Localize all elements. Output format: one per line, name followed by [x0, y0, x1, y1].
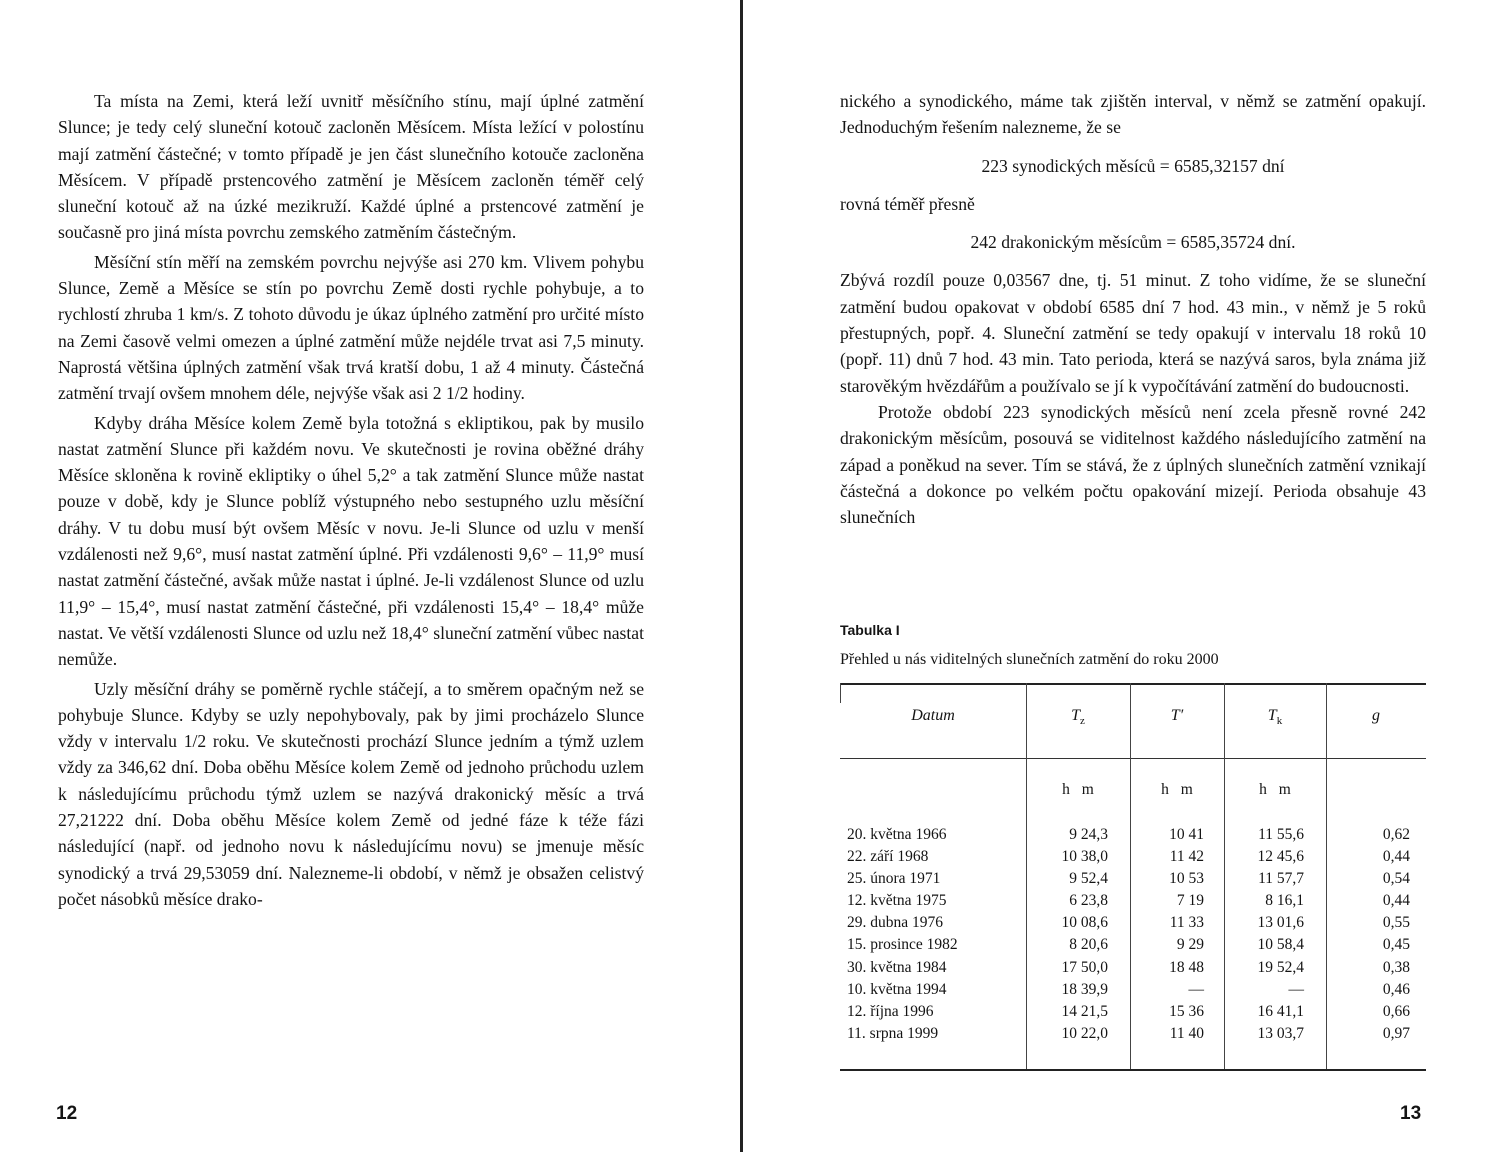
cell-date: 12. května 1975 — [847, 892, 947, 910]
table-row — [840, 957, 1426, 979]
cell-tk: 11 57,7 — [1258, 870, 1304, 888]
cell-t-prime: 10 41 — [1169, 826, 1204, 843]
right-page-body — [840, 88, 1426, 530]
header-t-prime: T′ — [1170, 707, 1184, 724]
cell-g: 0,44 — [1382, 892, 1410, 910]
cell-t-prime: 10 53 — [1169, 870, 1204, 888]
cell-tk: 8 16,1 — [1265, 892, 1304, 910]
cell-tz: 6 23,8 — [1069, 892, 1108, 910]
paragraph: Uzly měsíční dráhy se poměrně rychle stáčejí, a to směrem opačným než se pohybuje Slunce. Kdyby se uzly nepohybovaly, pak by jimi procházelo Slunce vždy v intervalu 1/2 roku. Ve skutečnosti prochází Slunce jedním a týmž uzlem vždy za 346,62 dní. Doba oběhu Měsíce kolem Země od jednoho průchodu uzlem k následujícímu průchodu týmž uzlem se nazývá drakonický měsíc a trvá 27,21222 dní. Doba oběhu Měsíce kolem Země od jedné fáze k téže fázi následující (např. od jednoho novu k následujícímu novu) se jmenuje měsíc synodický a trvá 29,53059 dní. Nalezneme-li období, v němž je obsažen celistvý počet násobků měsíce drako- — [58, 678, 644, 909]
cell-g: 0,97 — [1382, 1024, 1410, 1042]
paragraph: Ta místa na Zemi, která leží uvnitř měsíčního stínu, mají úplné zatmění Slunce; je tedy celý sluneční kotouč zacloněn Měsícem. Místa ležící v polostínu mají zatmění částečné; v tomto případě je jen část slunečního kotouče zacloněna Měsícem. V případě prstencového zatmění je Měsícem zacloněn téměř celý sluneční kotouč až na úzké mezikruží. Každé úplné a prstencové zatmění je současně pro jiná místa povrchu zemského zatměním částečným. — [58, 91, 644, 243]
table-row — [840, 824, 1426, 846]
table-row — [840, 868, 1426, 890]
left-page-body — [58, 88, 644, 912]
cell-date: 10. května 1994 — [847, 980, 947, 998]
header-g: g — [1372, 707, 1380, 724]
formula: 242 drakonickým měsícům = 6585,35724 dní. — [970, 232, 1296, 253]
cell-tz: 14 21,5 — [1061, 1002, 1108, 1020]
cell-t-prime: 11 42 — [1169, 848, 1204, 866]
cell-t-prime: — — [1188, 980, 1204, 998]
cell-g: 0,66 — [1382, 1002, 1410, 1020]
formula: 223 synodických měsíců = 6585,32157 dní — [981, 155, 1285, 176]
header-tk: $T_k$ — [1267, 707, 1283, 728]
cell-tz: 18 39,9 — [1061, 980, 1108, 998]
header-tz: $T_z$ — [1071, 707, 1085, 728]
cell-date: 12. října 1996 — [847, 1002, 934, 1020]
table-top-rule — [840, 683, 1426, 685]
cell-tz: 17 50,0 — [1061, 958, 1108, 976]
left-page — [0, 0, 745, 1152]
unit-label: h m — [1259, 781, 1291, 798]
table-head-rule — [840, 758, 1426, 759]
right-page — [748, 0, 1506, 1152]
table-row — [840, 1023, 1426, 1045]
cell-tk: 13 01,6 — [1257, 914, 1304, 932]
table-row — [840, 846, 1426, 868]
table-rows — [840, 824, 1426, 1045]
page-number: 12 — [56, 1103, 78, 1124]
cell-g: 0,54 — [1382, 870, 1410, 888]
book-gutter — [740, 0, 743, 1152]
cell-tz: 8 20,6 — [1069, 936, 1108, 954]
cell-g: 0,62 — [1382, 826, 1410, 843]
paragraph: Zbývá rozdíl pouze 0,03567 dne, tj. 51 minut. Z toho vidíme, že se sluneční zatmění budou opakovat v období 6585 dní 7 hod. 43 min., v němž je 5 roků přestupných, popř. 4. Sluneční zatmění se tedy opakují v intervalu 18 roků 10 (popř. 11) dnů 7 hod. 43 min. Tato perioda, která se nazývá saros, byla známa již starověkým hvězdářům a používalo se jí k vypočítávání zatmění do budoucnosti. — [840, 270, 1426, 396]
paragraph: nického a synodického, máme tak zjištěn interval, v němž se zatmění opakují. Jednoduchým řešením nalezneme, že se — [840, 91, 1426, 138]
cell-g: 0,38 — [1382, 958, 1410, 976]
table-bottom-rule — [840, 1069, 1426, 1071]
table-row — [840, 1001, 1426, 1023]
cell-date: 20. května 1966 — [847, 826, 947, 843]
unit-label: h m — [1062, 781, 1094, 798]
cell-t-prime: 7 19 — [1176, 892, 1204, 910]
cell-t-prime: 11 40 — [1169, 1024, 1204, 1042]
cell-t-prime: 15 36 — [1169, 1002, 1204, 1020]
paragraph: Protože období 223 synodických měsíců není zcela přesně rovné 242 drakonickým měsícům, posouvá se viditelnost každého následujícího zatmění na západ a poněkud na sever. Tím se stává, že z úplných slunečních zatmění vznikají částečná a dokonce po velkém počtu opakování mizejí. Perioda obsahuje 43 slunečních — [840, 401, 1426, 528]
cell-t-prime: 18 48 — [1169, 958, 1204, 976]
table-caption: Přehled u nás viditelných slunečních zatmění do roku 2000 — [840, 651, 1219, 668]
table-row — [840, 912, 1426, 934]
table-label: Tabulka I — [840, 622, 900, 638]
cell-g: 0,44 — [1382, 848, 1410, 866]
cell-tk: 12 45,6 — [1257, 848, 1304, 866]
paragraph: Měsíční stín měří na zemském povrchu nejvýše asi 270 km. Vlivem pohybu Slunce, Země a Měsíce se stín po povrchu Země dosti rychle pohybuje, a to rychlostí zhruba 1 km/s. Z tohoto důvodu je úkaz úplného zatmění pro určité místo na Zemi časově velmi omezen a úplné zatmění může nejdéle trvat asi 7,5 minuty. Naprostá většina úplných zatmění však trvá kratší dobu, 1 až 4 minuty. Částečná zatmění trvají ovšem mnohem déle, nejvýše však asi 2 1/2 hodiny. — [58, 251, 644, 404]
cell-tk: 19 52,4 — [1257, 958, 1304, 976]
cell-g: 0,55 — [1382, 914, 1410, 932]
table-row — [840, 934, 1426, 956]
paragraph: Kdyby dráha Měsíce kolem Země byla totožná s ekliptikou, pak by musilo nastat zatmění Slunce při každém novu. Ve skutečnosti je rovina oběžné dráhy Měsíce skloněna k rovině ekliptiky o úhel 5,2° a tak zatmění Slunce může nastat pouze v době, kdy je Slunce poblíž výstupného nebo sestupného uzlu měsíční dráhy. V tu dobu musí být ovšem Měsíc v novu. Je-li Slunce od uzlu v menší vzdálenosti než 9,6°, musí nastat zatmění úplné. Při vzdálenosti 9,6° – 11,9° musí nastat zatmění částečné, avšak může nastat i úplné. Je-li vzdálenost Slunce od uzlu 11,9° – 15,4°, musí nastat zatmění částečné, při vzdálenosti 15,4° – 18,4° může nastat. Ve větší vzdálenosti Slunce od uzlu než 18,4° sluneční zatmění vůbec nastat nemůže. — [58, 412, 644, 670]
cell-tz: 10 22,0 — [1061, 1024, 1108, 1042]
cell-date: 25. února 1971 — [847, 870, 941, 888]
cell-tk: 16 41,1 — [1257, 1002, 1304, 1020]
table-edge — [840, 683, 841, 703]
cell-tz: 9 24,3 — [1069, 826, 1108, 843]
cell-g: 0,46 — [1382, 980, 1410, 998]
cell-date: 15. prosince 1982 — [847, 936, 958, 954]
page-number: 13 — [1400, 1103, 1422, 1124]
cell-tk: 11 55,6 — [1258, 826, 1304, 843]
connector-text: rovná téměř přesně — [840, 193, 975, 214]
cell-tz: 10 38,0 — [1061, 848, 1108, 866]
cell-tz: 10 08,6 — [1061, 914, 1108, 932]
cell-tk: 13 03,7 — [1257, 1024, 1304, 1042]
cell-t-prime: 9 29 — [1176, 936, 1204, 954]
cell-date: 29. dubna 1976 — [847, 914, 944, 932]
cell-date: 11. srpna 1999 — [847, 1024, 939, 1042]
cell-g: 0,45 — [1382, 936, 1410, 954]
eclipse-table — [840, 683, 1426, 1071]
table-row — [840, 979, 1426, 1001]
cell-date: 30. května 1984 — [847, 958, 947, 976]
cell-tk: 10 58,4 — [1257, 936, 1304, 954]
unit-label: h m — [1161, 781, 1193, 798]
table-row — [840, 890, 1426, 912]
cell-tk: — — [1288, 980, 1304, 998]
cell-date: 22. září 1968 — [847, 848, 929, 866]
cell-tz: 9 52,4 — [1069, 870, 1108, 888]
cell-t-prime: 11 33 — [1169, 914, 1204, 932]
header-date: Datum — [911, 707, 955, 724]
